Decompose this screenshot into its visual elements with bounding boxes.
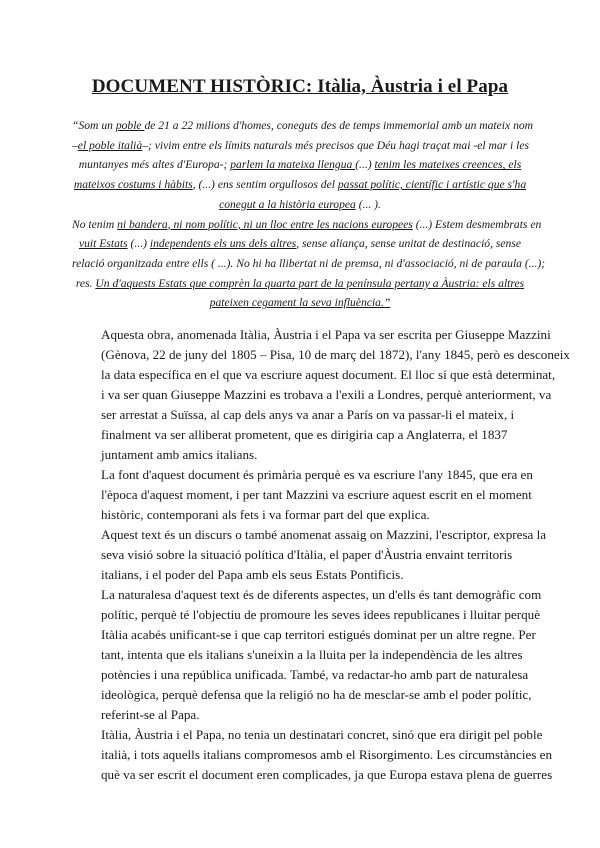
text-line: (Gènova, 22 de juny del 1805 – Pisa, 10 de març del 1872), l'any 1845, però es desconeix: [101, 347, 570, 362]
underlined-phrase: poble: [115, 119, 145, 132]
quote-line: [72, 175, 528, 195]
quote-line: [72, 234, 528, 254]
text-line: italians, i el poder del Papa amb els seus Estats Pontificis.: [101, 567, 404, 582]
underlined-phrase: conegut a la història europea: [219, 197, 356, 211]
text-line: finalment va ser alliberat prometent, que es dirigiria cap a Anglaterra, el 1837: [101, 427, 508, 442]
text-line: i va ser quan Giuseppe Mazzini es trobava a l'exili a Londres, perquè anteriorment, va: [101, 387, 552, 402]
underlined-phrase: parlem la mateixa llengua: [230, 158, 356, 172]
text-line: l'època d'aquest moment, i per tant Mazzini va escriure aquest escrit en el moment: [101, 487, 532, 502]
quote-line: [72, 116, 534, 136]
text-line: ser arrestat a Suïssa, al cap dels anys va anar a París on va passar-li el mateix, i: [101, 407, 515, 422]
quote-text: muntanyes més altes d'Europa-;: [78, 158, 231, 172]
underlined-phrase: mateixos costums i hàbits: [73, 178, 193, 192]
underlined-phrase: el poble italià: [77, 138, 143, 152]
quote-line: [72, 195, 528, 215]
underlined-phrase: Un d'aquests Estats que comprèn la quarta part de la península pertany a Àustria: els altres: [95, 276, 525, 290]
paragraph: [101, 585, 542, 725]
quote-text: , sense aliança, sense unitat de destinació, sense: [296, 237, 521, 251]
quote-text: (... ).: [355, 197, 381, 211]
text-line: Aquest text és un discurs o també anomenat assaig on Mazzini, l'escriptor, expresa la: [101, 527, 547, 542]
text-line: què va ser escrit el document eren complicades, ja que Europa estava plena de guerres: [101, 767, 553, 782]
underlined-phrase: passat polític, científic i artístic que s'ha: [337, 178, 527, 192]
quote-text: –; vivim entre els límits naturals més precisos que Déu hagi traçat mai -el mar i les: [142, 138, 530, 152]
text-line: ideològica, perquè defensa que la religió no ha de mesclar-se amb el poder polític,: [101, 687, 532, 702]
quote-line: [72, 254, 546, 274]
quote-text: res.: [75, 276, 96, 290]
quote-line: [72, 215, 542, 235]
paragraph: [101, 465, 533, 525]
paragraph: [101, 725, 553, 785]
text-line: potències i una república unificada. També, va redactar-ho amb part de naturalesa: [101, 667, 529, 682]
quote-text: , (...) ens sentim orgullosos del: [192, 178, 338, 192]
quote-text: (...): [127, 237, 150, 251]
text-line: seva visió sobre la situació política d'Itàlia, el paper d'Àustria envaint territoris: [101, 547, 513, 562]
text-line: Itàlia, Àustria i el Papa, no tenia un destinatari concret, sinó que era dirigit pel poble: [101, 727, 543, 742]
text-line: polític, perquè té l'objectiu de promoure les seves idees republicanes i lluitar perquè: [101, 607, 541, 622]
document-body: [101, 325, 570, 785]
document-title: DOCUMENT HISTÒRIC: Itàlia, Àustria i el Papa: [91, 76, 509, 97]
quote-line: [72, 155, 528, 175]
quote-text: (...) Estem desmembrats en: [412, 217, 542, 231]
quote-line: [72, 136, 528, 156]
quote-text: No tenim: [72, 217, 118, 231]
text-line: La font d'aquest document és primària perquè es va escriure l'any 1845, que era en: [101, 467, 533, 482]
quote-text: relació organitzada entre ells ( ...). No hi ha llibertat ni de premsa, ni d'associació, ni de paraula (...);: [72, 256, 546, 270]
underlined-phrase: vuit Estats: [78, 237, 128, 251]
quote-text: de 21 a 22 milions d'homes, coneguts des de temps immemorial amb un mateix nom: [144, 119, 534, 132]
underlined-phrase: independents els uns dels altres: [149, 237, 297, 251]
text-line: històric, contemporani als fets i va formar part del que explica.: [101, 507, 430, 522]
text-line: Aquesta obra, anomenada Itàlia, Àustria i el Papa va ser escrita per Giuseppe Mazzini: [101, 327, 551, 342]
quote-text: –: [72, 138, 78, 152]
underlined-phrase: tenim les mateixes creences, els: [374, 158, 522, 172]
paragraph: [101, 325, 570, 465]
text-line: la data específica en el que va escriure aquest document. El lloc sí que està determinat,: [101, 367, 556, 382]
quote-text: “Som un: [72, 119, 116, 132]
text-line: juntament amb amics italians.: [101, 447, 258, 462]
paragraph: [101, 525, 547, 585]
text-line: La naturalesa d'aquest text és de diferents aspectes, un d'ells és tant demogràfic com: [101, 587, 542, 602]
text-line: Itàlia acabés unificant-se i que cap territori estigués dominat per un altre regne. Per: [101, 627, 536, 642]
quote-text: (...): [355, 158, 375, 172]
underlined-phrase: ni bandera, ni nom polític, ni un lloc entre les nacions europees: [117, 217, 413, 231]
text-line: tant, intenta que els italians s'uneixin a la lluita per la independència de les altres: [101, 647, 523, 662]
underlined-phrase: pateixen cegament la seva influència.”: [209, 296, 391, 310]
text-line: referint-se al Papa.: [101, 707, 200, 722]
historical-quote: [72, 116, 546, 313]
quote-line: [72, 274, 528, 294]
quote-line: [72, 293, 528, 313]
text-line: italià, i tots aquells italians compromesos amb el Risorgimento. Les circumstàncies en: [101, 747, 553, 762]
